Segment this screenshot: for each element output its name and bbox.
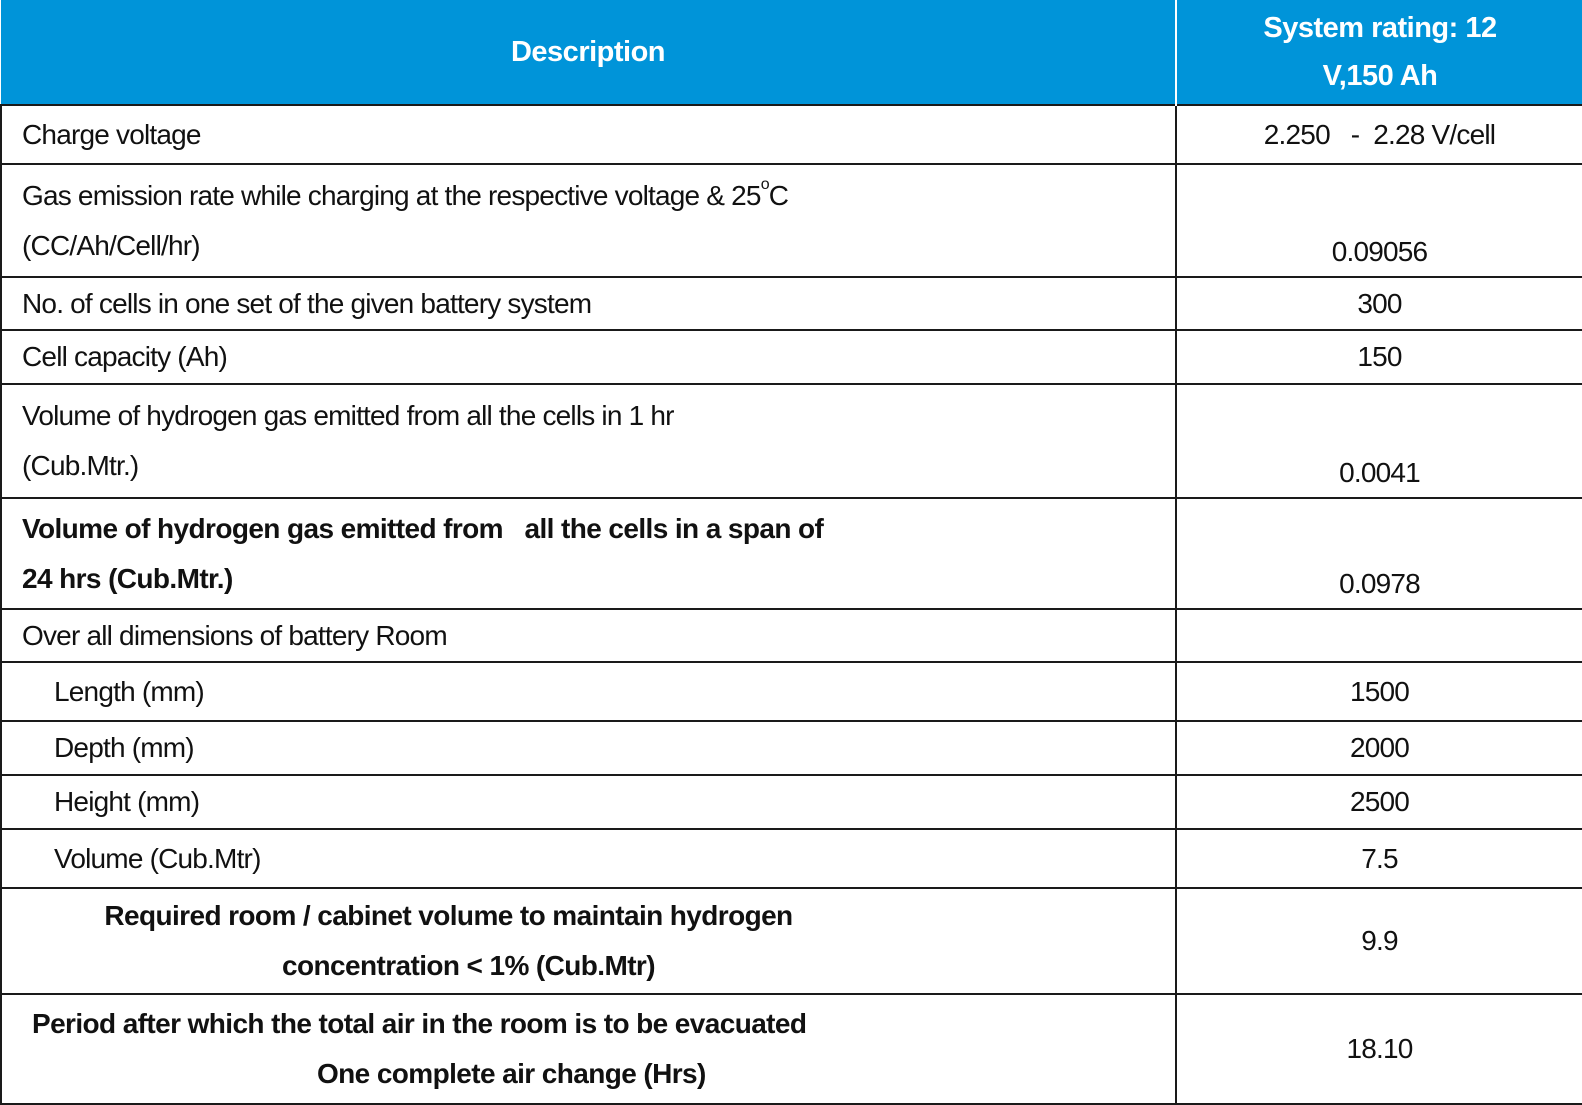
row-description-line2: concentration < 1% (Cub.Mtr) [282, 950, 655, 981]
row-description-line2: 24 hrs (Cub.Mtr.) [22, 562, 233, 594]
table-row [1, 330, 1582, 384]
row-description: Charge voltage [1, 105, 1176, 164]
row-description [1, 498, 1176, 609]
row-description-line2: (Cub.Mtr.) [22, 450, 139, 481]
table-row [1, 829, 1582, 888]
table-row [1, 888, 1582, 994]
row-value: 1500 [1176, 662, 1582, 721]
row-value: 18.10 [1176, 994, 1582, 1104]
table-row [1, 164, 1582, 277]
row-description-line2: (CC/Ah/Cell/hr) [22, 229, 200, 261]
system-rating-line2: V,150 Ah [1322, 60, 1438, 92]
row-description-line1: Period after which the total air in the room is to be evacuated [32, 1008, 807, 1039]
row-value: 2000 [1176, 721, 1582, 775]
description-text: Gas emission rate while charging at the respective voltage & 25 [22, 179, 761, 211]
row-value: 7.5 [1176, 829, 1582, 888]
row-description [1, 994, 1176, 1104]
description-unit: C [768, 179, 789, 211]
column-header-description: Description [1, 0, 1176, 105]
table-row [1, 609, 1582, 662]
table-row [1, 662, 1582, 721]
row-value: 150 [1176, 330, 1582, 384]
table-row [1, 498, 1582, 609]
table-row [1, 994, 1582, 1104]
row-value: 2.250 - 2.28 V/cell [1176, 105, 1582, 164]
row-value: 0.0978 [1176, 498, 1582, 609]
row-description-line1: Required room / cabinet volume to maintain hydrogen [104, 900, 793, 931]
row-value: 0.09056 [1176, 164, 1582, 277]
row-description: Length (mm) [1, 662, 1176, 721]
row-description: No. of cells in one set of the given battery system [1, 277, 1176, 330]
column-header-system-rating [1176, 0, 1582, 105]
row-value [1176, 609, 1582, 662]
system-rating-line1: System rating: 12 [1263, 12, 1497, 44]
row-value: 300 [1176, 277, 1582, 330]
row-description [1, 384, 1176, 498]
row-description: Cell capacity (Ah) [1, 330, 1176, 384]
row-value: 2500 [1176, 775, 1582, 829]
row-description [1, 164, 1176, 277]
table-row [1, 384, 1582, 498]
row-description-line1 [22, 171, 1175, 221]
row-description: Height (mm) [1, 775, 1176, 829]
row-description-line1: Volume of hydrogen gas emitted from all the cells in a span of [22, 512, 824, 544]
table-header-row [1, 0, 1582, 105]
row-value: 0.0041 [1176, 384, 1582, 498]
row-description: Over all dimensions of battery Room [1, 609, 1176, 662]
table-row [1, 277, 1582, 330]
table-row [1, 775, 1582, 829]
table-row [1, 721, 1582, 775]
row-description: Depth (mm) [1, 721, 1176, 775]
row-description [1, 888, 1176, 994]
row-value: 9.9 [1176, 888, 1582, 994]
row-description: Volume (Cub.Mtr) [1, 829, 1176, 888]
table-row [1, 105, 1582, 164]
row-description-line2: One complete air change (Hrs) [317, 1058, 706, 1089]
degree-symbol: o [760, 175, 769, 193]
row-description-line1: Volume of hydrogen gas emitted from all the cells in 1 hr [22, 400, 674, 431]
